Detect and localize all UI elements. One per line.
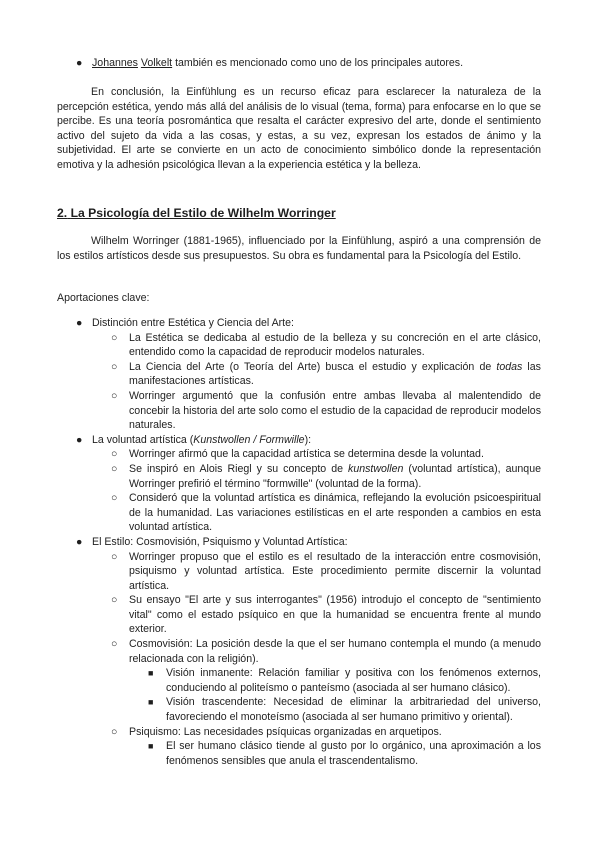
emphasis-text: kunstwollen xyxy=(348,462,404,475)
list-item-text: Worringer argumentó que la confusión entre ambas llevaba al malentendido de concebir la historia del arte solo como el estudio de la capacidad de reproducir modelos naturales. xyxy=(129,389,541,432)
bullet-icon: ● xyxy=(76,317,83,329)
list-item xyxy=(129,666,541,695)
list-item xyxy=(92,491,541,535)
list-item-text: las manifestaciones artísticas. xyxy=(129,360,541,388)
section-heading xyxy=(57,205,541,221)
bullet-icon: ○ xyxy=(111,492,118,505)
list-item-text: Su ensayo "El arte y sus interrogantes" (1956) introdujo el concepto de "sentimiento vital" como el estado psíquico en que la humanidad se encuentra frente al mundo exterior. xyxy=(129,594,541,636)
list-item xyxy=(92,725,541,769)
list-item xyxy=(129,739,541,768)
list-item-text: La Ciencia del Arte (o Teoría del Arte) busca el estudio y explicación de xyxy=(129,360,497,373)
list-item-label: ): xyxy=(304,433,312,446)
list-item xyxy=(92,462,541,491)
section-title: La Psicología del Estilo de Wilhelm Worringer xyxy=(70,206,336,220)
list-item-text: El ser humano clásico tiende al gusto por lo orgánico, una aproximación a los fenómenos sensibles que anula el trascendentalismo. xyxy=(166,740,541,767)
list-item-label: El Estilo: Cosmovisión, Psiquismo y Voluntad Artística: xyxy=(92,535,348,548)
bullet-icon: ● xyxy=(76,535,83,548)
bullet-icon: ○ xyxy=(111,594,118,607)
list-item xyxy=(92,360,541,389)
bullet-icon: ● xyxy=(76,57,83,69)
bullet-icon: ● xyxy=(76,433,83,446)
bullet-icon: ■ xyxy=(148,741,154,752)
emphasis-text: Kunstwollen / Formwille xyxy=(193,433,305,446)
list-item-text: Se inspiró en Alois Riegl y su concepto de xyxy=(129,462,349,475)
bullet-icon: ○ xyxy=(111,638,118,651)
list-item xyxy=(92,593,541,637)
list-item xyxy=(57,56,541,71)
list-item-text: Worringer afirmó que la capacidad artística se determina desde la voluntad. xyxy=(129,448,484,461)
list-item-text: Cosmovisión: La posición desde la que el ser humano contempla el mundo (a menudo relacionada con la religión). xyxy=(129,638,541,665)
list-item-text: Worringer propuso que el estilo es el resultado de la interacción entre cosmovisión, psiquismo y voluntad artística. Este procedimiento permite discernir la voluntad artística. xyxy=(129,550,541,592)
intro-paragraph: Wilhelm Worringer (1881-1965), influenciado por la Einfühlung, aspiró a una comprensión de los estilos artísticos desde sus presupuestos. Su obra es fundamental para la Psicología del Estilo. xyxy=(57,235,541,262)
list-item-text: Visión trascendente: Necesidad de eliminar la arbitrariedad del universo, favoreciendo el monoteísmo (asociada al ser humano primitivo y oriental). xyxy=(166,696,541,724)
list-item-text: La Estética se dedicaba al estudio de la belleza y su concreción en el arte clásico, entendido como la capacidad de reproducir modelos naturales. xyxy=(129,331,541,359)
list-item-text: Visión inmanente: Relación familiar y positiva con los fenómenos externos, conduciendo al politeísmo o panteísmo (asociada al ser humano clásico). xyxy=(166,667,541,694)
bullet-icon: ○ xyxy=(111,725,118,738)
author-link[interactable]: Johannes xyxy=(92,57,138,69)
list-item xyxy=(92,637,541,725)
volkelt-list xyxy=(57,56,541,71)
bullet-icon: ○ xyxy=(111,550,118,563)
bullet-icon: ■ xyxy=(148,668,154,679)
list-item-text: también es mencionado como uno de los principales autores. xyxy=(172,57,464,69)
list-item xyxy=(57,316,541,433)
list-item xyxy=(92,331,541,360)
conclusion-paragraph: En conclusión, la Einfühlung es un recurso eficaz para esclarecer la naturaleza de la percepción estética, yendo más allá del análisis de lo visual (tema, forma) para enfocarse en lo que se percibe. Es una teoría posromántica que resalta el carácter expresivo del arte, donde el sentimiento activo del sujeto da vida a las cosas, y estas, a su vez, expresan los estados de ánimo y la subjetividad. El arte se convierte en un acto de conocimiento simbólico donde la representación emotiva y la adhesión psicológica llevan a la experiencia estética y la belleza. xyxy=(57,86,541,171)
bullet-icon: ○ xyxy=(111,360,118,373)
bullet-icon: ○ xyxy=(111,389,118,402)
list-item xyxy=(57,433,541,535)
bullet-icon: ■ xyxy=(148,697,154,708)
list-item-label: Distinción entre Estética y Ciencia del Arte: xyxy=(92,317,294,329)
list-item xyxy=(129,695,541,724)
list-item-text: (voluntad artística), aunque Worringer prefirió el término "formwille" (voluntad de la forma). xyxy=(129,462,541,490)
bullet-icon: ○ xyxy=(111,462,118,475)
aportaciones-label: Aportaciones clave: xyxy=(57,292,150,304)
key-contributions-list xyxy=(57,316,541,768)
author-link[interactable]: Volkelt xyxy=(140,57,173,69)
bullet-icon: ○ xyxy=(111,331,118,344)
list-item xyxy=(92,389,541,433)
list-item xyxy=(57,535,541,769)
list-item xyxy=(92,550,541,594)
emphasis-text: todas xyxy=(496,360,523,373)
section-number: 2. xyxy=(57,206,68,220)
bullet-icon: ○ xyxy=(111,448,118,461)
list-item-label: La voluntad artística ( xyxy=(92,433,194,446)
list-item-text: Psiquismo: Las necesidades psíquicas organizadas en arquetipos. xyxy=(129,725,442,738)
list-item-text: Consideró que la voluntad artística es dinámica, reflejando la evolución psicoespiritual de la humanidad. Las variaciones estilísticas en el arte responden a cambios en esta voluntad artística. xyxy=(129,492,541,534)
list-item xyxy=(92,447,541,462)
